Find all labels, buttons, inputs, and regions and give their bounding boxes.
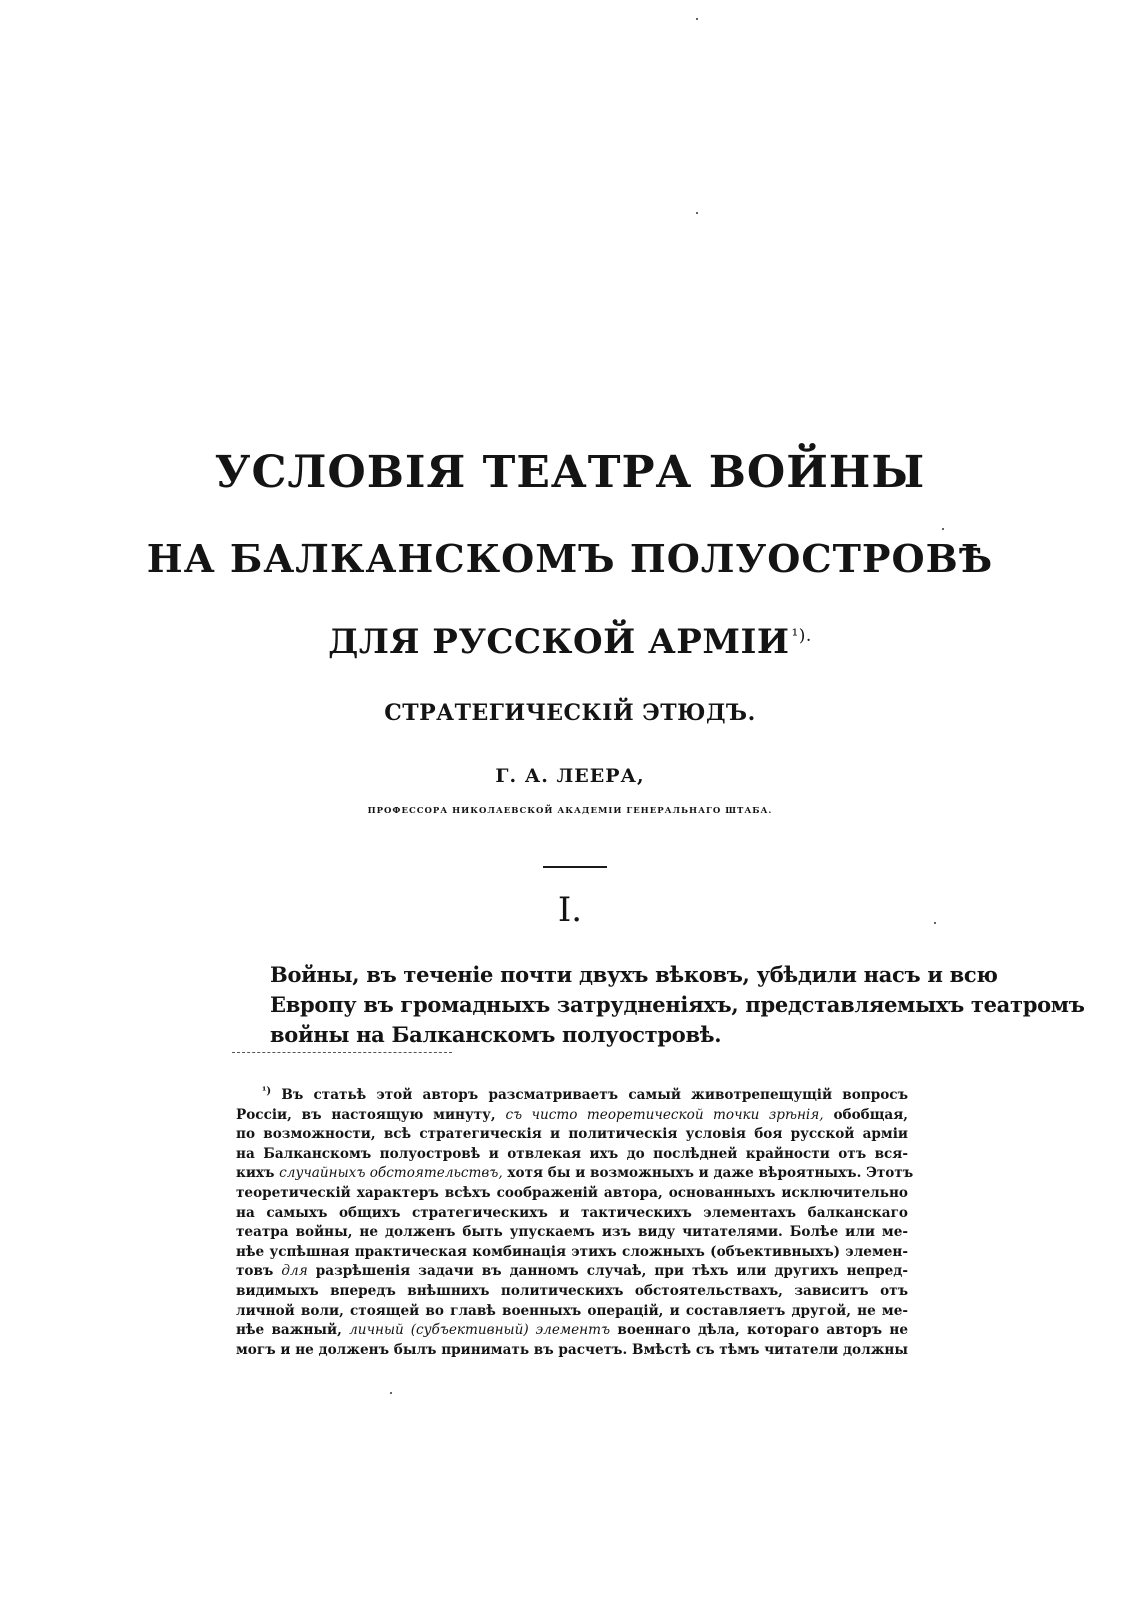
footnote-line: личной воли, стоящей во главѣ военныхъ операцій, и составляетъ другой, не ме- [236, 1302, 908, 1319]
section-number: I. [557, 890, 583, 930]
footnote-text: Въ статьѣ этой авторъ разсматриваетъ самый животрепещущій вопросъ [281, 1087, 908, 1103]
footnote-emphasis: для [281, 1263, 308, 1280]
footnote-line [236, 1321, 908, 1341]
footnote-line [236, 1082, 908, 1106]
footnote-line [236, 1106, 908, 1126]
footnote-text: кихъ [236, 1165, 275, 1182]
footnote-text: хотя бы и возможныхъ и даже вѣроятныхъ. Этотъ [507, 1165, 914, 1182]
footnote-text: Россіи, въ настоящую минуту, [236, 1106, 496, 1123]
footnote-line: видимыхъ впередъ внѣшнихъ политическихъ обстоятельствахъ, зависитъ отъ [236, 1282, 908, 1299]
title-line-3 [0, 622, 1140, 662]
footnote-mark: ¹) [262, 1086, 272, 1097]
footnote-emphasis: съ чисто теоретической точки зрѣнія, [505, 1106, 824, 1123]
footnote-line: теоретическій характеръ всѣхъ соображеній автора, основанныхъ исключительно [236, 1184, 908, 1201]
scan-speck [934, 922, 936, 924]
footnote [236, 1082, 914, 1360]
footnote-line: театра войны, не долженъ быть упускаемъ изъ виду читателями. Болѣе или ме- [236, 1224, 908, 1241]
body-paragraph [270, 960, 1085, 1050]
footnote-line: нѣе успѣшная практическая комбинація этихъ сложныхъ (объективныхъ) элемен- [236, 1243, 908, 1260]
scan-speck [942, 528, 944, 530]
footnote-line: по возможности, всѣ стратегическія и политическія условія боя русской арміи [236, 1126, 908, 1143]
scan-speck [696, 18, 698, 20]
footnote-text: товъ [236, 1263, 274, 1280]
footnote-line [236, 1262, 908, 1282]
footnote-emphasis: личный (субъективный) элементъ [349, 1322, 611, 1339]
scan-speck [390, 1392, 392, 1394]
title-divider [543, 866, 607, 868]
body-line: войны на Балканскомъ полуостровѣ. [270, 1022, 722, 1047]
title-line-1: УСЛОВІЯ ТЕАТРА ВОЙНЫ [214, 447, 926, 498]
title-line-2: НА БАЛКАНСКОМЪ ПОЛУОСТРОВѢ [146, 536, 994, 581]
footnote-line: на самыхъ общихъ стратегическихъ и тактическихъ элементахъ балканскаго [236, 1204, 908, 1221]
footnote-text: разрѣшенія задачи въ данномъ случаѣ, при тѣхъ или другихъ непред- [315, 1263, 908, 1280]
footnote-emphasis: случайныхъ обстоятельствъ, [279, 1165, 503, 1182]
title-line-3-text: ДЛЯ РУССКОЙ АРМІИ [328, 622, 790, 662]
footnote-line: на Балканскомъ полуостровѣ и отвлекая ихъ до послѣдней крайности отъ вся- [236, 1145, 908, 1162]
title-footnote-ref: ¹). [791, 626, 812, 646]
body-line: Войны, въ теченіе почти двухъ вѣковъ, убѣдили насъ и всю [270, 962, 998, 987]
footnote-line [236, 1164, 914, 1184]
body-line: Европу въ громадныхъ затрудненіяхъ, представляемыхъ театромъ [270, 992, 1085, 1017]
footnote-text: обобщая, [833, 1106, 909, 1123]
subtitle: СТРАТЕГИЧЕСКІЙ ЭТЮДЪ. [384, 700, 756, 726]
scan-speck [696, 212, 698, 214]
footnote-text: нѣе важный, [236, 1322, 342, 1339]
author-name: Г. А. ЛЕЕРА, [495, 765, 645, 787]
footnote-separator [232, 1052, 452, 1053]
author-affiliation: ПРОФЕССОРА НИКОЛАЕВСКОЙ АКАДЕМІИ ГЕНЕРАЛЬНАГО ШТАБА. [367, 806, 773, 816]
footnote-text: военнаго дѣла, котораго авторъ не [617, 1322, 908, 1339]
footnote-line: могъ и не долженъ былъ принимать въ расчетъ. Вмѣстѣ съ тѣмъ читатели должны [236, 1341, 908, 1358]
